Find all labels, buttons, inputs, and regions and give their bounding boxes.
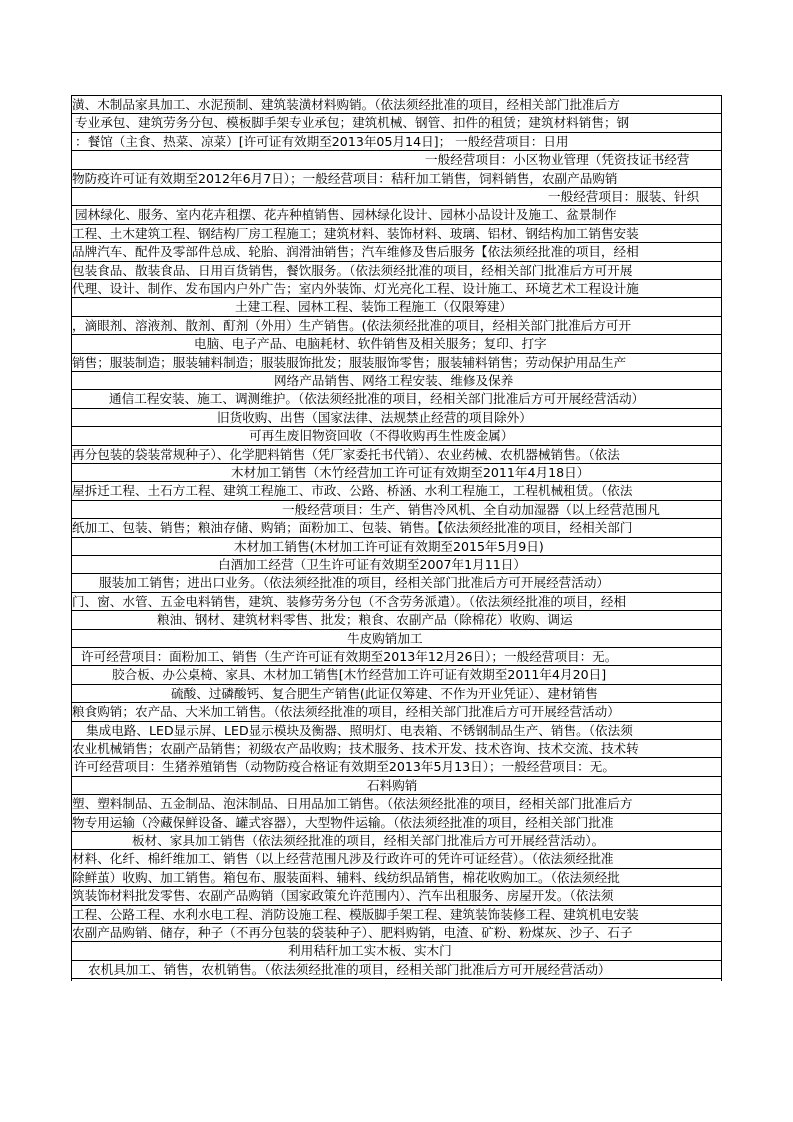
table-row: 农业机械销售；农副产品销售；初级农产品收购；技术服务、技术开发、技术咨询、技术交流、技术转 bbox=[72, 739, 721, 757]
table-row: 销售；服装制造；服装辅料制造；服装服饰批发；服装服饰零售；服装辅料销售；劳动保护用品生产 bbox=[72, 353, 721, 371]
table-row: 硫酸、过磷酸钙、复合肥生产销售(此证仅筹建、不作为开业凭证）、建材销售 bbox=[72, 684, 721, 702]
table-row: ，滴眼剂、溶液剂、散剂、酊剂（外用）生产销售。(依法须经批准的项目，经相关部门批准后方可开 bbox=[72, 316, 721, 334]
table-row: 许可经营项目：生猪养殖销售（动物防疫合格证有效期至2013年5月13日）；一般经营项目：无。 bbox=[72, 757, 721, 775]
table-row: 板材、家具加工销售（依法须经批准的项目，经相关部门批准后方可开展经营活动）。 bbox=[72, 831, 721, 849]
table-row: 粮食购销；农产品、大米加工销售。（依法须经批准的项目，经相关部门批准后方可开展经营活动） bbox=[72, 702, 721, 720]
table-row: 一般经营项目：生产、销售冷风机、全自动加湿器（以上经营范围凡 bbox=[72, 500, 721, 518]
table-row: 品牌汽车、配件及零部件总成、轮胎、润滑油销售；汽车维修及售后服务【依法须经批准的项目，经相 bbox=[72, 242, 721, 260]
table-row: 屋拆迁工程、土石方工程、建筑工程施工、市政、公路、桥涵、水利工程施工，工程机械租赁。（依法 bbox=[72, 481, 721, 499]
table-row: 粮油、钢材、建筑材料零售、批发；粮食、农副产品（除棉花）收购、调运 bbox=[72, 610, 721, 628]
table-row: 材料、化纤、棉纤维加工、销售（以上经营范围凡涉及行政许可的凭许可证经营）。（依法须经批准 bbox=[72, 849, 721, 867]
table-row: 农机具加工、销售，农机销售。（依法须经批准的项目，经相关部门批准后方可开展经营活动） bbox=[72, 960, 721, 979]
table-row: 一般经营项目：服装、针织 bbox=[72, 187, 721, 205]
table-row: 胶合板、办公桌椅、家具、木材加工销售[木竹经营加工许可证有效期至2011年4月20日] bbox=[72, 665, 721, 683]
table-row: 利用秸秆加工实木板、实木门 bbox=[72, 941, 721, 959]
table-row: 农副产品购销、储存，种子（不再分包装的袋装种子）、肥料购销，电渣、矿粉、粉煤灰、沙子、石子 bbox=[72, 923, 721, 941]
table-row: 土建工程、园林工程、装饰工程施工（仅限筹建） bbox=[72, 297, 721, 315]
table-row: 除鲜茧）收购、加工销售。箱包布、服装面料、辅料、线纺织品销售，棉花收购加工。（依法须经批 bbox=[72, 868, 721, 886]
table-row: 专业承包、建筑劳务分包、模板脚手架专业承包；建筑机械、钢管、扣件的租赁；建筑材料销售；钢 bbox=[72, 113, 721, 131]
table-row: 白酒加工经营（卫生许可证有效期至2007年1月11日） bbox=[72, 555, 721, 573]
table-row: 工程、公路工程、水利水电工程、消防设施工程、模版脚手架工程、建筑装饰装修工程、建筑机电安装 bbox=[72, 905, 721, 923]
table-row: 许可经营项目：面粉加工、销售（生产许可证有效期至2013年12月26日）；一般经营项目：无。 bbox=[72, 647, 721, 665]
table-row: 再分包装的袋装常规种子）、化学肥料销售（凭厂家委托书代销）、农业药械、农机器械销售。（依法 bbox=[72, 445, 721, 463]
table-row: 通信工程安装、施工、调测维护。（依法须经批准的项目，经相关部门批准后方可开展经营活动） bbox=[72, 389, 721, 407]
table-row: 电脑、电子产品、电脑耗材、软件销售及相关服务；复印、打字 bbox=[72, 334, 721, 352]
table-row: 牛皮购销加工 bbox=[72, 629, 721, 647]
table-row: 筑装饰材料批发零售、农副产品购销（国家政策允许范围内）、汽车出租服务、房屋开发。（依法须 bbox=[72, 886, 721, 904]
table-row: 木材加工销售(木材加工许可证有效期至2015年5月9日) bbox=[72, 537, 721, 555]
table-row: 纸加工、包装、销售；粮油存储、购销；面粉加工、包装、销售。【依法须经批准的项目，经相关部门 bbox=[72, 518, 721, 536]
table-row: 一般经营项目：小区物业管理（凭资技证书经营 bbox=[72, 150, 721, 168]
table-row: 代理、设计、制作、发布国内户外广告；室内外装饰、灯光亮化工程、设计施工、环境艺术工程设计施 bbox=[72, 279, 721, 297]
table-row: 旧货收购、出售（国家法律、法规禁止经营的项目除外） bbox=[72, 408, 721, 426]
table-row: 物专用运输（冷藏保鲜设备、罐式容器），大型物件运输。（依法须经批准的项目，经相关部门批准 bbox=[72, 813, 721, 831]
table-row: 塑、塑料制品、五金制品、泡沫制品、日用品加工销售。（依法须经批准的项目，经相关部门批准后方 bbox=[72, 794, 721, 812]
spreadsheet-table bbox=[71, 95, 722, 981]
table-row: 园林绿化、服务、室内花卉租摆、花卉种植销售、园林绿化设计、园林小品设计及施工、盆景制作 bbox=[72, 205, 721, 223]
table-row: 工程、土木建筑工程、钢结构厂房工程施工；建筑材料、装饰材料、玻璃、铝材、钢结构加工销售安装 bbox=[72, 224, 721, 242]
table-row: 包装食品、散装食品、日用百货销售，餐饮服务。（依法须经批准的项目，经相关部门批准后方可开展 bbox=[72, 261, 721, 279]
table-row: 物防疫许可证有效期至2012年6月7日）；一般经营项目：秸秆加工销售，饲料销售，农副产品购销 bbox=[72, 169, 721, 187]
table-row: 网络产品销售、网络工程安装、维修及保养 bbox=[72, 371, 721, 389]
table-row: 木材加工销售（木竹经营加工许可证有效期至2011年4月18日） bbox=[72, 463, 721, 481]
table-row: 石料购销 bbox=[72, 776, 721, 794]
table-row: 服装加工销售；进出口业务。（依法须经批准的项目，经相关部门批准后方可开展经营活动） bbox=[72, 573, 721, 591]
table-row: 集成电路、LED显示屏、LED显示模块及衡器、照明灯、电表箱、不锈钢制品生产、销售。（依法须 bbox=[72, 721, 721, 739]
table-row: 可再生废旧物资回收（不得收购再生性废金属） bbox=[72, 426, 721, 444]
table-row: 潢、木制品家具加工、水泥预制、建筑装潢材料购销。（依法须经批准的项目，经相关部门批准后方 bbox=[72, 95, 721, 113]
table-row: 门、窗、水管、五金电料销售，建筑、装修劳务分包（不含劳务派遣）。（依法须经批准的项目，经相 bbox=[72, 592, 721, 610]
table-row: ：餐馆（主食、热菜、凉菜）[许可证有效期至2013年05月14日]； 一般经营项目：日用 bbox=[72, 132, 721, 150]
